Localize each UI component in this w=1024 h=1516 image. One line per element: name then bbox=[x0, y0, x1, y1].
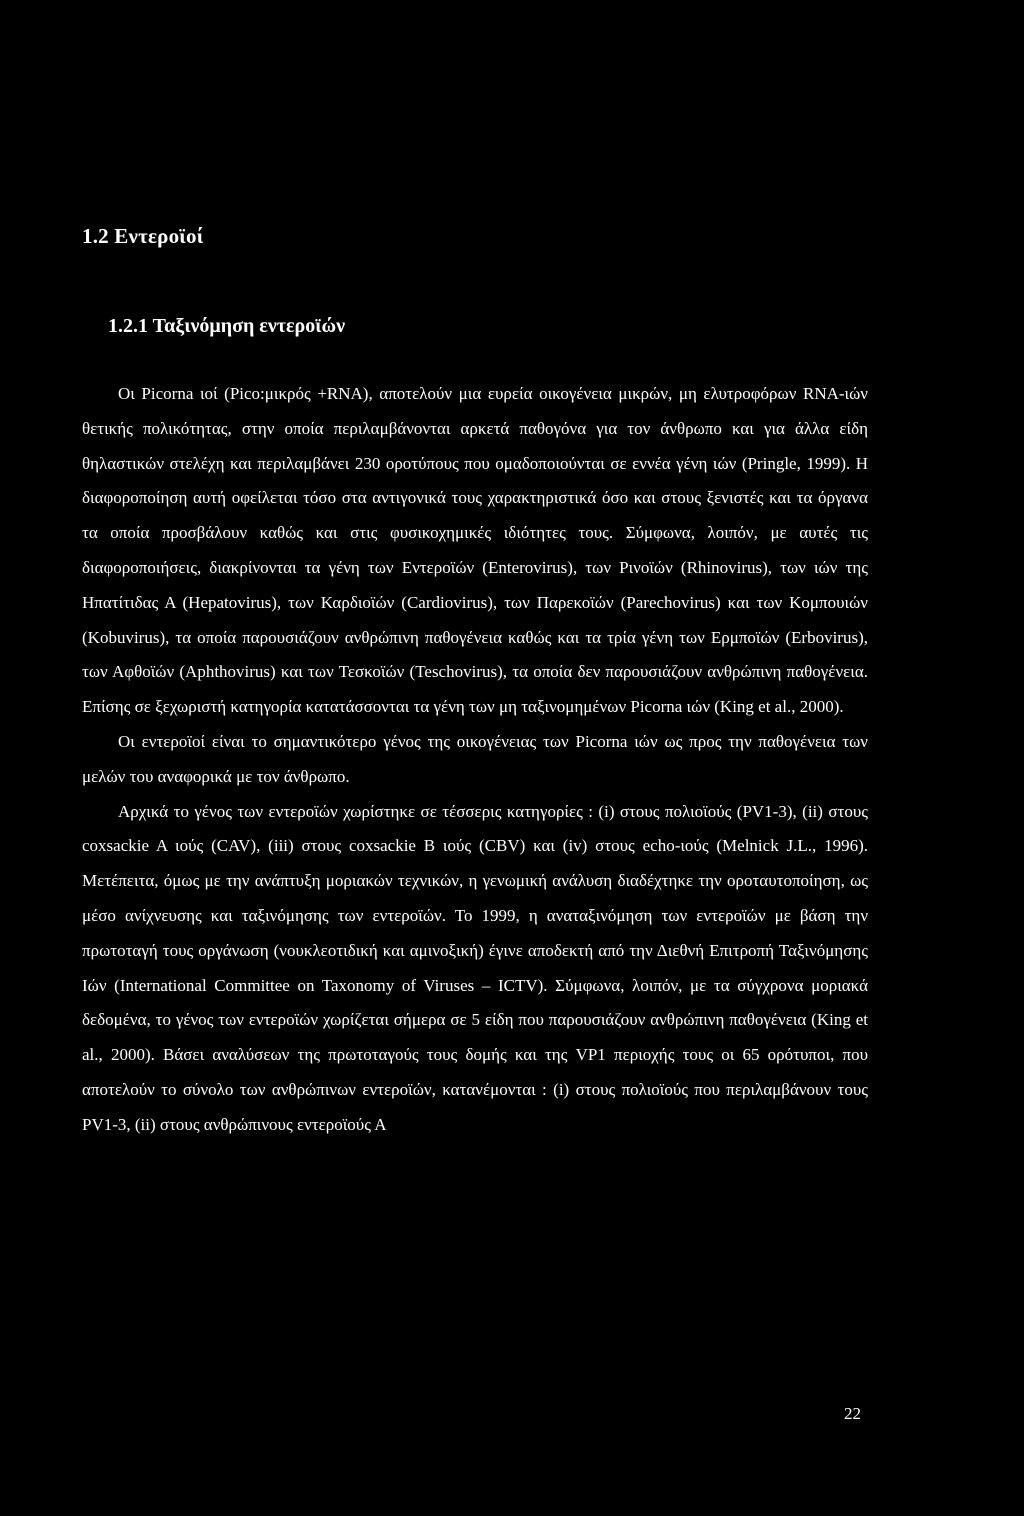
body-text bbox=[82, 377, 868, 1143]
subsection-title: 1.2.1 Ταξινόμηση εντεροϊών bbox=[108, 315, 346, 337]
section-title: 1.2 Εντεροϊοί bbox=[82, 224, 204, 248]
paragraph-enterovirus-importance: Οι εντεροϊοί είναι το σημαντικότερο γένος της οικογένειας των Picorna ιών ως προς την παθογένεια των μελών του αναφορικά με τον άνθρωπο. bbox=[82, 731, 868, 786]
page-number: 22 bbox=[844, 1404, 861, 1423]
paragraph-enterovirus-categories: Αρχικά το γένος των εντεροϊών χωρίστηκε σε τέσσερις κατηγορίες : (i) στους πολιοϊούς (PV1-3), (ii) στους coxsackie A ιούς (CAV), (iii) στους coxsackie B ιούς (CBV) και (iv) στους echo-ιούς (Melnick J.L., 1996). Μετέπειτα, όμως με την ανάπτυξη μοριακών τεχνικών, η γενωμική ανάλυση διαδέχτηκε την οροταυτοποίηση, ως μέσο ανίχνευσης και ταξινόμησης των εντεροϊών. Το 1999, η αναταξινόμηση των εντεροϊών με βάση την πρωτοταγή τους οργάνωση (νουκλεοτιδική και αμινοξική) έγινε αποδεκτή από την Διεθνή Επιτροπή Ταξινόμησης Ιών (International Committee on Taxonomy of Viruses – ICTV). Σύμφωνα, λοιπόν, με τα σύγχρονα μοριακά δεδομένα, το γένος των εντεροϊών χωρίζεται σήμερα σε 5 είδη που παρουσιάζουν ανθρώπινη παθογένεια (King et al., 2000). Βάσει αναλύσεων της πρωτοταγούς τους δομής και της VP1 περιοχής τους οι 65 ορότυποι, που αποτελούν το σύνολο των ανθρώπινων εντεροϊών, κατανέμονται : (i) στους πολιοϊούς που περιλαμβάνουν τους PV1-3, (ii) στους ανθρώπινους εντεροϊούς Α bbox=[82, 801, 868, 1134]
paragraph-picorna-classification: Οι Picorna ιοί (Pico:μικρός +RNA), αποτελούν μια ευρεία οικογένεια μικρών, μη ελυτροφόρων RNA-ιών θετικής πολικότητας, στην οποία περιλαμβάνονται αρκετά παθογόνα για τον άνθρωπο και για άλλα είδη θηλαστικών στελέχη και περιλαμβάνει 230 οροτύπους που ομαδοποιούνται σε εννέα γένη ιών (Pringle, 1999). Η διαφοροποίηση αυτή οφείλεται τόσο στα αντιγονικά τους χαρακτηριστικά όσο και στους ξενιστές και τα όργανα τα οποία προσβάλουν καθώς και στις φυσικοχημικές ιδιότητες τους. Σύμφωνα, λοιπόν, με αυτές τις διαφοροποιήσεις, διακρίνονται τα γένη των Εντεροϊών (Enterovirus), των Ρινοϊών (Rhinovirus), των ιών της Ηπατίτιδας Α (Hepatovirus), των Καρδιοϊών (Cardiovirus), των Παρεκοϊών (Parechovirus) και των Κομπουιών (Kobuvirus), τα οποία παρουσιάζουν ανθρώπινη παθογένεια καθώς και τα τρία γένη των Ερμποϊών (Erbovirus), των Αφθοϊών (Aphthovirus) και των Τεσκοϊών (Teschovirus), τα οποία δεν παρουσιάζουν ανθρώπινη παθογένεια. Επίσης σε ξεχωριστή κατηγορία κατατάσσονται τα γένη των μη ταξινομημένων Picorna ιών (King et al., 2000). bbox=[82, 384, 868, 717]
